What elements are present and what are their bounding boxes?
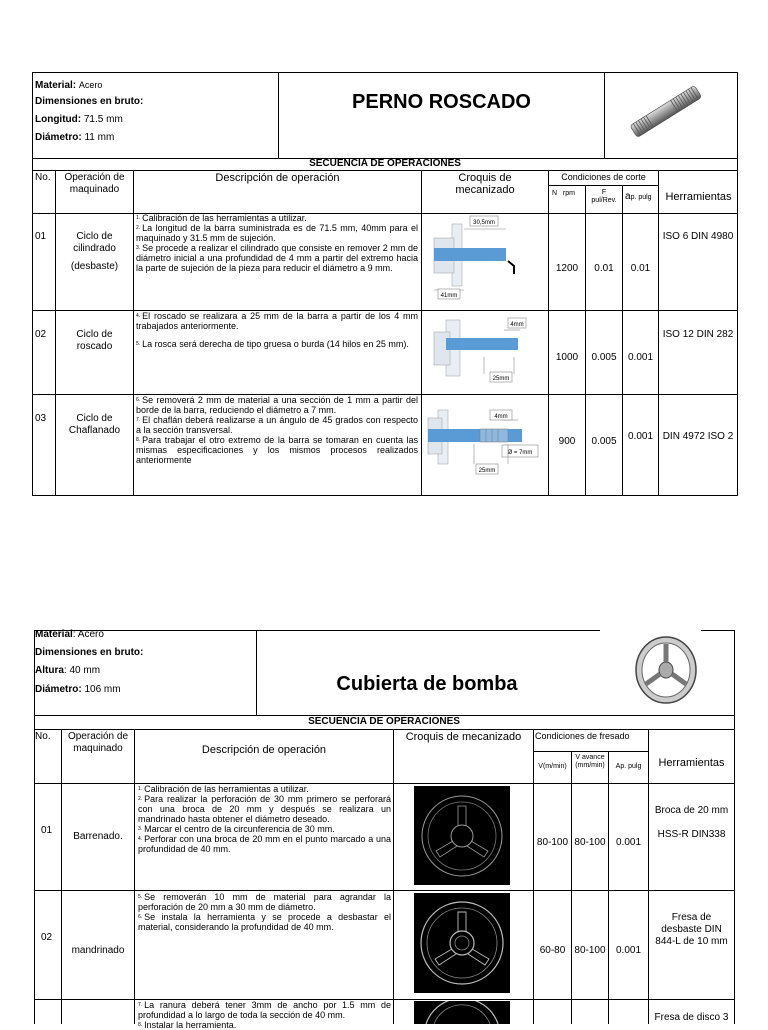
list-item: $^{6.}$ Se instala la herramienta y se procede a desbastar el material, considerando la profundidad de 40 mm.	[138, 912, 391, 932]
sketch-label: 25mm	[492, 376, 510, 382]
sequence-title: SECUENCIA DE OPERACIONES	[309, 158, 461, 169]
diametro-line: Diámetro: 11 mm	[35, 132, 115, 143]
row2-operation: Ciclo de roscado	[76, 329, 113, 352]
list-item: $^{3.}$ Se procede a realizar el cilindrado que consiste en remover 2 mm de diámetro inicial a una profundidad de 4 mm a partir del extremo hacia la parte de sujeción de la pieza para reducir el diámetro a 9 mm.	[136, 243, 418, 273]
row2-description	[136, 311, 418, 349]
sketch-barrenado	[414, 786, 510, 885]
list-item: $^{8.}$ Para trabajar el otro extremo de la barra se tomaran en cuenta las mismas especificaciones y los mismos procesos realizados anteriormente	[136, 435, 418, 465]
list-item: $^{3.}$ Marcar el centro de la circunferencia de 30 mm.	[138, 824, 335, 834]
sketch-label: 25mm	[478, 468, 496, 474]
row3-description	[136, 395, 418, 465]
list-item: $^{2.}$ La longitud de la barra suministrada es de 71.5 mm, 40mm para el maquinado y 31.5 mm de sujeción.	[136, 223, 418, 243]
row2-ap: 0.001	[615, 945, 642, 956]
list-item: $^{5.}$ La rosca será derecha de tipo gruesa o burda (14 hilos en 25 mm).	[136, 339, 409, 349]
row1-description	[138, 784, 391, 854]
col-conditions: Condiciones de corte	[561, 172, 646, 182]
col-ap: Ap. pulg	[615, 763, 642, 770]
row1-no: 01	[35, 231, 47, 242]
row2-feed: 0.005	[591, 352, 617, 363]
sketch-roscado	[424, 312, 546, 392]
material-line: Material: Acero	[35, 629, 104, 640]
dims-label: Dimensiones en bruto:	[35, 96, 144, 107]
col-tools: Herramientas	[665, 191, 732, 203]
list-item: $^{4.}$ Perforar con una broca de 20 mm en el punto marcado a una profundidad de 40 mm.	[138, 834, 391, 854]
row2-tool: ISO 12 DIN 282	[662, 329, 734, 340]
sketch-label: Ø = 7mm	[507, 450, 533, 456]
row1-ap: 0.01	[630, 263, 651, 274]
row1-feed: 0.01	[594, 263, 614, 274]
row1-vav: 80-100	[574, 837, 606, 848]
col-conditions: Condiciones de fresado	[535, 731, 630, 741]
row2-no: 02	[41, 932, 53, 943]
row3-description	[138, 1000, 391, 1030]
pump-cover-image	[630, 632, 704, 708]
col-f: F pul/Rev.	[591, 189, 617, 204]
sketch-mandrinado	[414, 893, 510, 993]
row3-ap: 0.001	[627, 431, 654, 442]
col-ap: ap. pulg	[625, 191, 652, 202]
row2-rpm: 1000	[555, 352, 579, 363]
row3-feed: 0.005	[591, 436, 617, 447]
sketch-label: 41mm	[440, 293, 458, 299]
row1-tool: ISO 6 DIN 4980	[662, 231, 734, 242]
row2-ap: 0.001	[627, 352, 654, 363]
row2-vav: 80-100	[574, 945, 606, 956]
col-tools: Herramientas	[658, 757, 725, 769]
col-sketch: Croquis de mecanizado	[455, 172, 515, 196]
row2-tool: Fresa de desbaste DIN 844-L de 10 mm	[655, 912, 728, 947]
dims-label: Dimensiones en bruto:	[35, 647, 144, 658]
row3-operation: Ciclo de Chaflanado	[68, 413, 121, 436]
sketch-cilindrado	[424, 214, 546, 306]
altura-line: Altura: 40 mm	[35, 665, 101, 676]
row1-operation: Barrenado.	[73, 831, 123, 842]
list-item: $^{1.}$ Calibración de las herramientas a utilizar.	[138, 784, 309, 794]
list-item: $^{8.}$ Instalar la herramienta.	[138, 1020, 237, 1030]
row3-rpm: 900	[558, 436, 576, 447]
row2-no: 02	[35, 329, 47, 340]
row1-operation: Ciclo de cilindrado (desbaste)	[70, 231, 119, 272]
page-title: PERNO ROSCADO	[352, 91, 531, 113]
col-vav: V avance (mm/min)	[575, 754, 605, 769]
row2-v: 60-80	[539, 945, 566, 956]
row1-tool-2: HSS-R DIN338	[657, 829, 726, 840]
col-sketch: Croquis de mecanizado	[405, 731, 522, 743]
col-description: Descripción de operación	[215, 172, 340, 184]
sequence-title: SECUENCIA DE OPERACIONES	[308, 716, 460, 727]
row3-tool: DIN 4972 ISO 2	[662, 431, 734, 442]
row2-description	[138, 892, 391, 932]
sketch-label: 4mm	[510, 322, 524, 328]
row3-tool: Fresa de disco 3	[654, 1012, 729, 1023]
row1-description	[136, 213, 418, 273]
row1-rpm: 1200	[555, 263, 579, 274]
sketch-label: 4mm	[494, 414, 508, 420]
longitud-line: Longitud: 71.5 mm	[35, 114, 123, 125]
col-description: Descripción de operación	[201, 744, 327, 756]
col-v: V(m/min)	[538, 763, 567, 770]
list-item: $^{6.}$ Se removerá 2 mm de material a una sección de 1 mm a partir del borde de la barra, reduciendo el diámetro a 7 mm.	[136, 395, 418, 415]
material-line: Material: Acero	[35, 80, 103, 91]
sketch-label: 30,5mm	[473, 220, 495, 226]
list-item: $^{7.}$ El chaflán deberá realizarse a un ángulo de 45 grados con respecto a la sección transversal.	[136, 415, 418, 435]
row3-no: 03	[35, 413, 47, 424]
page-title: Cubierta de bomba	[336, 673, 518, 695]
sketch-ranurado	[414, 1001, 510, 1024]
col-n: N rpm	[552, 190, 575, 197]
col-no: No.	[35, 172, 51, 183]
sketch-chaflanado	[424, 396, 546, 484]
list-item: $^{7.}$ La ranura deberá tener 3mm de ancho por 1.5 mm de profundidad a lo largo de toda la sección de 40 mm.	[138, 1000, 391, 1020]
list-item: $^{5.}$ Se removerán 10 mm de material para agrandar la perforación de 20 mm a 30 mm de diámetro.	[138, 892, 391, 912]
row1-no: 01	[41, 825, 53, 836]
row2-operation: mandrinado	[71, 945, 125, 956]
col-operation: Operación de maquinado	[67, 731, 129, 754]
col-operation: Operación de maquinado	[64, 172, 125, 195]
list-item: $^{4.}$ El roscado se realizara a 25 mm de la barra a partir de los 4 mm trabajados anteriormente.	[136, 311, 418, 331]
list-item: $^{1.}$ Calibración de las herramientas a utilizar.	[136, 213, 307, 223]
list-item: $^{2.}$ Para realizar la perforación de 30 mm primero se perforará con una broca de 20 mm y después se realizara un mandrinado hasta obtener el diámetro deseado.	[138, 794, 391, 824]
col-no: No.	[35, 731, 51, 742]
row1-v: 80-100	[536, 837, 569, 848]
bolt-image	[620, 82, 710, 142]
row1-ap: 0.001	[615, 837, 642, 848]
row1-tool-1: Broca de 20 mm	[654, 805, 729, 816]
diametro-line: Diámetro: 106 mm	[35, 684, 121, 695]
